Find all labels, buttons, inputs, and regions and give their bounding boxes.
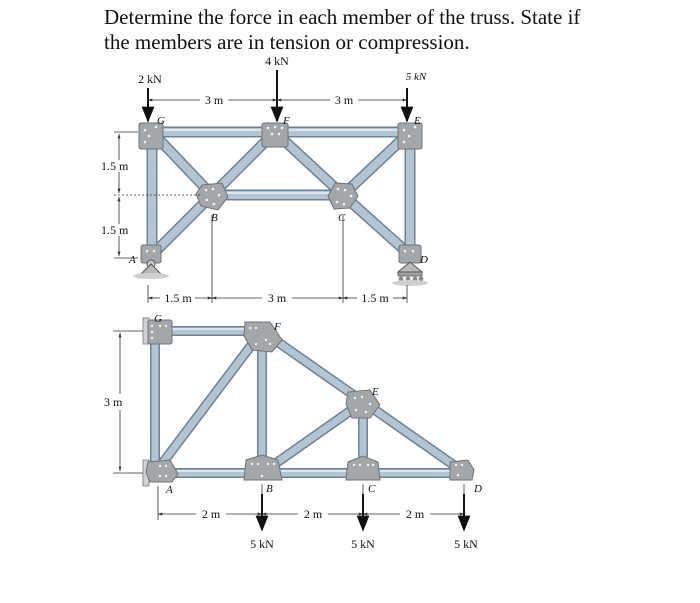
- wall-support-g: [130, 318, 149, 344]
- dim-b-mid: 3 m: [267, 291, 287, 305]
- dim-v-bottom: 1.5 m: [101, 223, 129, 237]
- truss2-gusset-plates: [146, 320, 474, 482]
- support-a: [133, 260, 169, 279]
- load-b-label: 5 kN: [250, 537, 274, 551]
- truss-2: [104, 313, 482, 551]
- statement-line-1: Determine the force in each member of the truss. State if: [104, 5, 581, 29]
- truss2-rivets: [151, 325, 463, 477]
- truss1-members: [152, 130, 410, 255]
- joint-d: D: [420, 254, 428, 266]
- joint-2-c: C: [368, 483, 376, 495]
- plate-2-d: [450, 460, 474, 480]
- joint-2-b: B: [266, 483, 273, 495]
- joint-2-d: D: [474, 483, 482, 495]
- load-f-label: 4 kN: [265, 54, 289, 68]
- dim-top-right: 3 m: [334, 93, 354, 107]
- joint-e: E: [414, 115, 421, 127]
- dim-2-s3: 2 m: [405, 507, 425, 521]
- statement-line-2: the members are in tension or compression.: [104, 30, 470, 54]
- dim-v-top: 1.5 m: [101, 159, 129, 173]
- plate-b: [196, 183, 228, 210]
- load-g-label: 2 kN: [138, 72, 162, 86]
- joint-g: G: [157, 115, 165, 127]
- load-d-label: 5 kN: [454, 537, 478, 551]
- truss1-loads: [138, 54, 427, 121]
- joint-2-a: A: [166, 484, 173, 496]
- plate-2-a: [146, 460, 178, 482]
- joint-b: B: [211, 212, 218, 224]
- dim-b-right: 1.5 m: [361, 291, 389, 305]
- truss2-members: [155, 329, 465, 473]
- joint-2-e: E: [372, 386, 379, 398]
- plate-2-c: [346, 456, 380, 480]
- joint-2-g: G: [154, 313, 162, 325]
- joint-f: F: [283, 115, 290, 127]
- truss-1: [101, 54, 428, 305]
- joint-2-f: F: [274, 321, 281, 333]
- dim-top-left: 3 m: [204, 93, 224, 107]
- joint-a: A: [129, 254, 136, 266]
- dim-2-height: 3 m: [104, 395, 123, 409]
- truss2-loads: [250, 494, 478, 551]
- dim-2-s2: 2 m: [303, 507, 323, 521]
- joint-c: C: [338, 212, 346, 224]
- dim-2-s1: 2 m: [201, 507, 221, 521]
- plate-d: [399, 245, 421, 263]
- load-c-label: 5 kN: [351, 537, 375, 551]
- load-e-label: 5 kN: [405, 71, 427, 83]
- dim-b-left: 1.5 m: [164, 291, 192, 305]
